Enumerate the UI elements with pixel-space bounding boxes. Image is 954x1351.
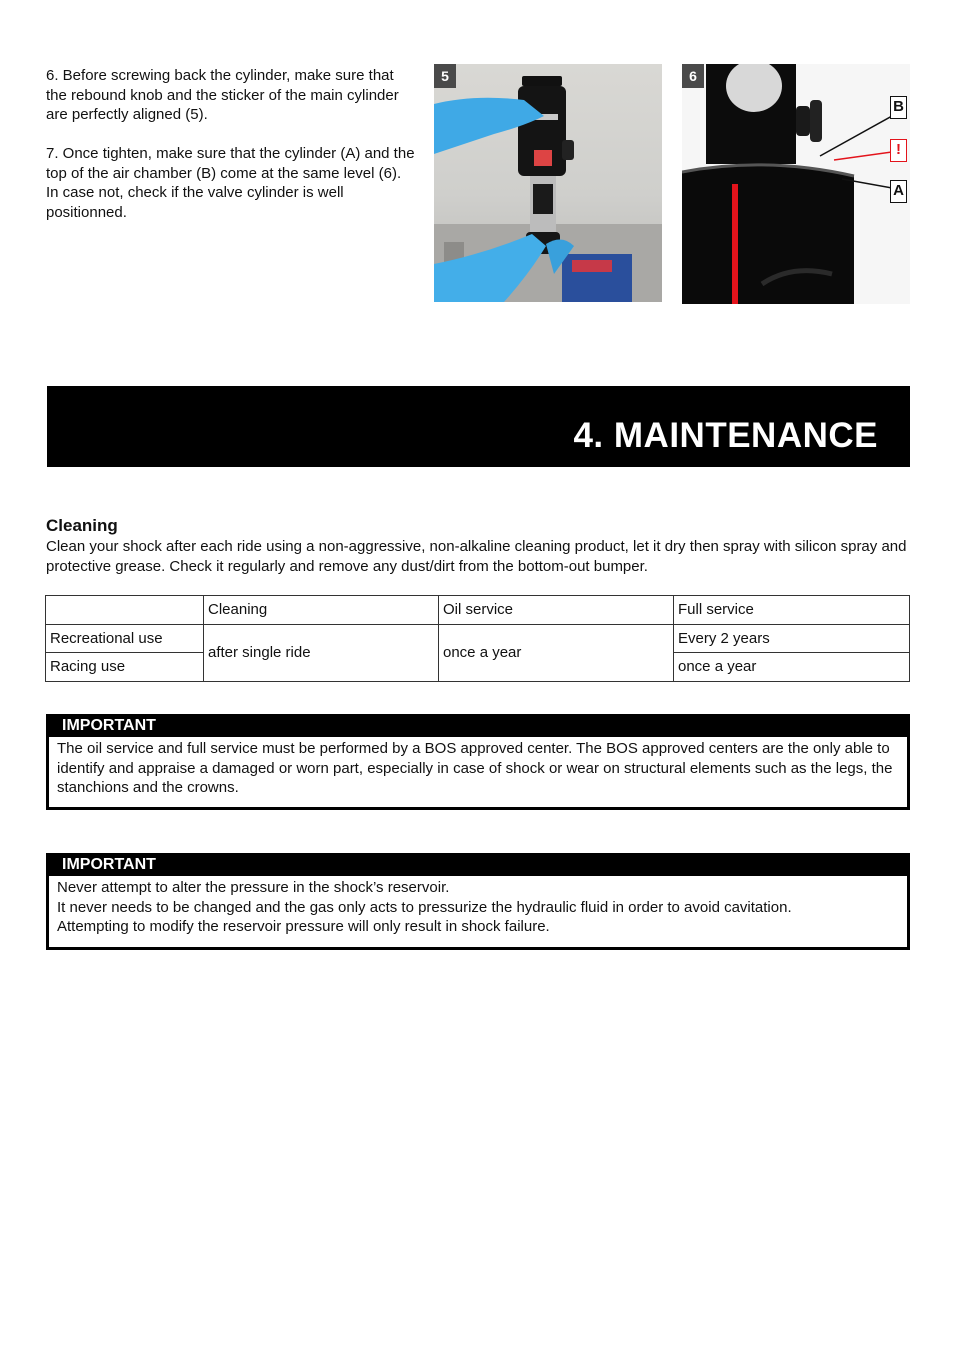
table-header-cell: Cleaning xyxy=(204,596,439,625)
important-body xyxy=(49,876,907,943)
table-cell-use: Racing use xyxy=(46,653,204,682)
photo-6-cylinder-level-check xyxy=(682,64,910,304)
important-line: Never attempt to alter the pressure in the shock’s reservoir. xyxy=(57,879,450,896)
photo-5-aligning-rebound-knob xyxy=(434,64,662,302)
important-notice-service-center xyxy=(46,714,910,810)
important-line: The oil service and full service must be performed by a BOS approved center. The BOS approved centers are the only able to identify and appraise a damaged or worn part, especially in case of shock or wear on structural elements such as the legs, the stanchions and the crowns. xyxy=(57,740,893,796)
table-cell-use: Recreational use xyxy=(46,624,204,653)
service-interval-table xyxy=(45,595,910,682)
cleaning-paragraph: Clean your shock after each ride using a non-aggressive, non-alkaline cleaning product, let it dry then spray with silicon spray and protective grease. Check it regularly and remove any dust/dirt from the bottom-out bumper. xyxy=(46,538,907,575)
warning-label: ! xyxy=(890,139,907,162)
label-a: A xyxy=(890,180,907,203)
label-b: B xyxy=(890,96,907,119)
important-notice-reservoir-pressure xyxy=(46,853,910,950)
table-cell-oil-service: once a year xyxy=(439,624,674,681)
photo-number-badge: 6 xyxy=(682,64,704,88)
step-7-text: 7. Once tighten, make sure that the cylinder (A) and the top of the air chamber (B) come at the same level (6). In case not, check if the valve cylinder is well positionned. xyxy=(46,145,415,221)
important-heading: IMPORTANT xyxy=(48,855,908,876)
important-line: It never needs to be changed and the gas only acts to pressurize the hydraulic fluid in order to avoid cavitation. xyxy=(57,898,792,916)
table-cell-cleaning: after single ride xyxy=(204,624,439,681)
important-line: Attempting to modify the reservoir pressure will only result in shock failure. xyxy=(57,918,550,935)
shock-assembly-illustration xyxy=(434,64,662,302)
photo-number-badge: 5 xyxy=(434,64,456,88)
table-header-cell xyxy=(46,596,204,625)
section-title: 4. MAINTENANCE xyxy=(573,416,878,455)
table-cell-full-service: Every 2 years xyxy=(674,624,910,653)
important-heading: IMPORTANT xyxy=(48,716,908,737)
important-body xyxy=(49,737,907,804)
table-header-cell: Oil service xyxy=(439,596,674,625)
air-chamber-closeup-illustration xyxy=(682,64,910,304)
table-row xyxy=(46,624,910,653)
assembly-steps xyxy=(46,66,416,242)
table-cell-full-service: once a year xyxy=(674,653,910,682)
table-header-row xyxy=(46,596,910,625)
section-header-bar xyxy=(47,386,910,467)
cleaning-heading: Cleaning xyxy=(46,516,118,535)
table-header-cell: Full service xyxy=(674,596,910,625)
step-6-text: 6. Before screwing back the cylinder, make sure that the rebound knob and the sticker of the main cylinder are perfectly aligned (5). xyxy=(46,67,399,123)
